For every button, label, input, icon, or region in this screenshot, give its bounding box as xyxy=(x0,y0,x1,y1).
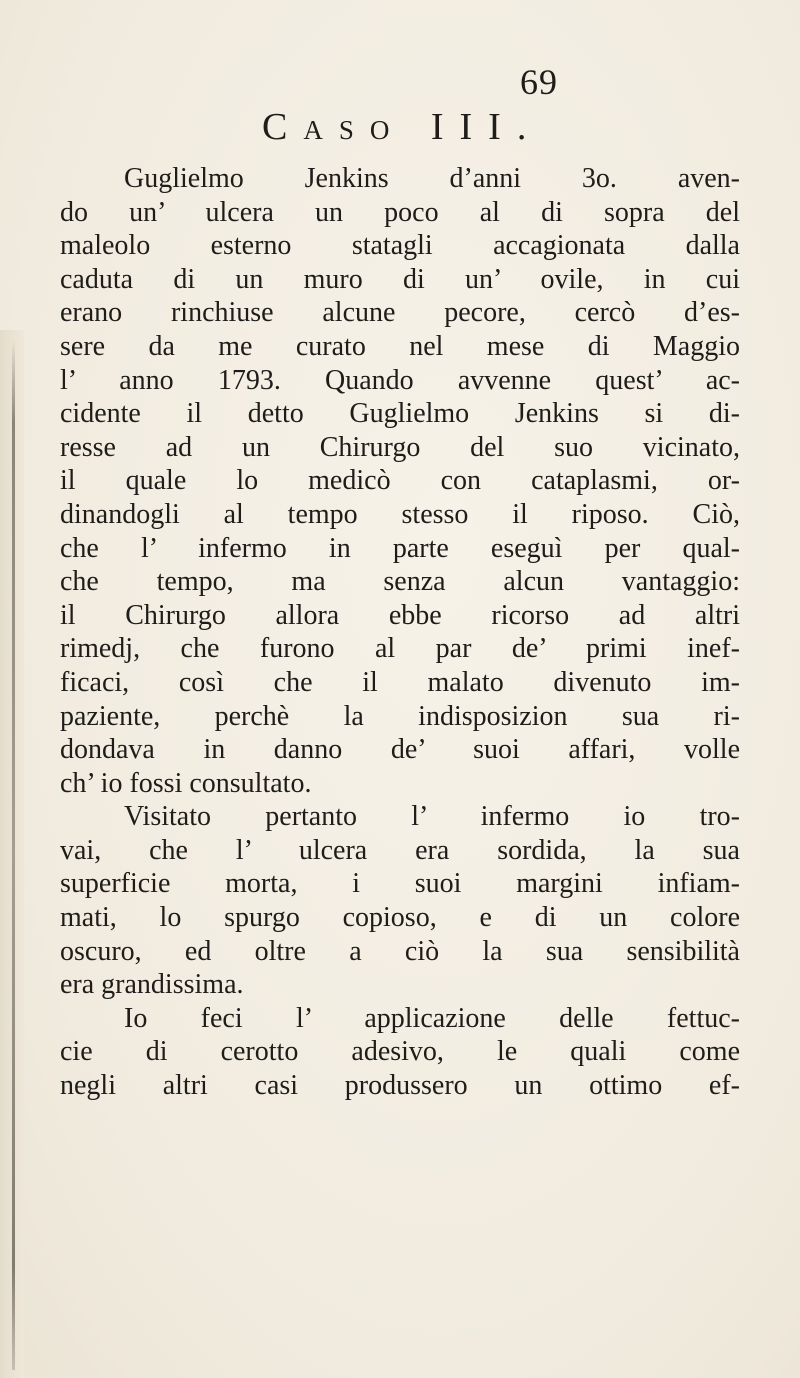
text-line: Io feci l’ applicazione delle fettuc- xyxy=(124,1002,740,1034)
text-line: ficaci, così che il malato divenuto im- xyxy=(60,666,740,698)
text-line: caduta di un muro di un’ ovile, in cui xyxy=(60,263,740,295)
text-line: l’ anno 1793. Quando avvenne quest’ ac- xyxy=(60,364,740,396)
text-line: mati, lo spurgo copioso, e di un colore xyxy=(60,902,740,934)
text-line: cie di cerotto adesivo, le quali come xyxy=(60,1036,740,1068)
text-line: Visitato pertanto l’ infermo io tro- xyxy=(124,801,740,833)
text-line: era grandissima. xyxy=(60,969,244,1001)
text-line: negli altri casi produssero un ottimo ef- xyxy=(60,1070,740,1102)
text-line: oscuro, ed oltre a ciò la sua sensibilità xyxy=(60,935,740,967)
text-line: il quale lo medicò con cataplasmi, or- xyxy=(60,465,740,497)
text-line: il Chirurgo allora ebbe ricorso ad altri xyxy=(60,599,740,631)
text-line: rimedj, che furono al par de’ primi inef- xyxy=(60,633,740,665)
text-line: sere da me curato nel mese di Maggio xyxy=(60,330,740,362)
text-line: dinandogli al tempo stesso il riposo. Ciò, xyxy=(60,498,740,530)
text-line: maleolo esterno statagli accagionata dalla xyxy=(60,230,740,262)
text-line: resse ad un Chirurgo del suo vicinato, xyxy=(60,431,740,463)
page-binding-shadow xyxy=(12,340,15,1370)
text-line: vai, che l’ ulcera era sordida, la sua xyxy=(60,834,740,866)
page-number: 69 xyxy=(520,62,558,102)
text-line: dondava in danno de’ suoi affari, volle xyxy=(60,734,740,766)
case-heading: Caso III. xyxy=(262,106,543,148)
text-line: paziente, perchè la indisposizion sua ri- xyxy=(60,700,740,732)
text-line: superficie morta, i suoi margini infiam- xyxy=(60,868,740,900)
text-line: che tempo, ma senza alcun vantaggio: xyxy=(60,566,740,598)
text-line: ch’ io fossi consultato. xyxy=(60,767,312,799)
text-line: erano rinchiuse alcune pecore, cercò d’es- xyxy=(60,297,740,329)
text-line: Guglielmo Jenkins d’anni 3o. aven- xyxy=(124,163,740,194)
body-text xyxy=(60,162,740,1103)
text-line: do un’ ulcera un poco al di sopra del xyxy=(60,196,740,228)
text-line: che l’ infermo in parte eseguì per qual- xyxy=(60,532,740,564)
text-line: cidente il detto Guglielmo Jenkins si di- xyxy=(60,398,740,430)
